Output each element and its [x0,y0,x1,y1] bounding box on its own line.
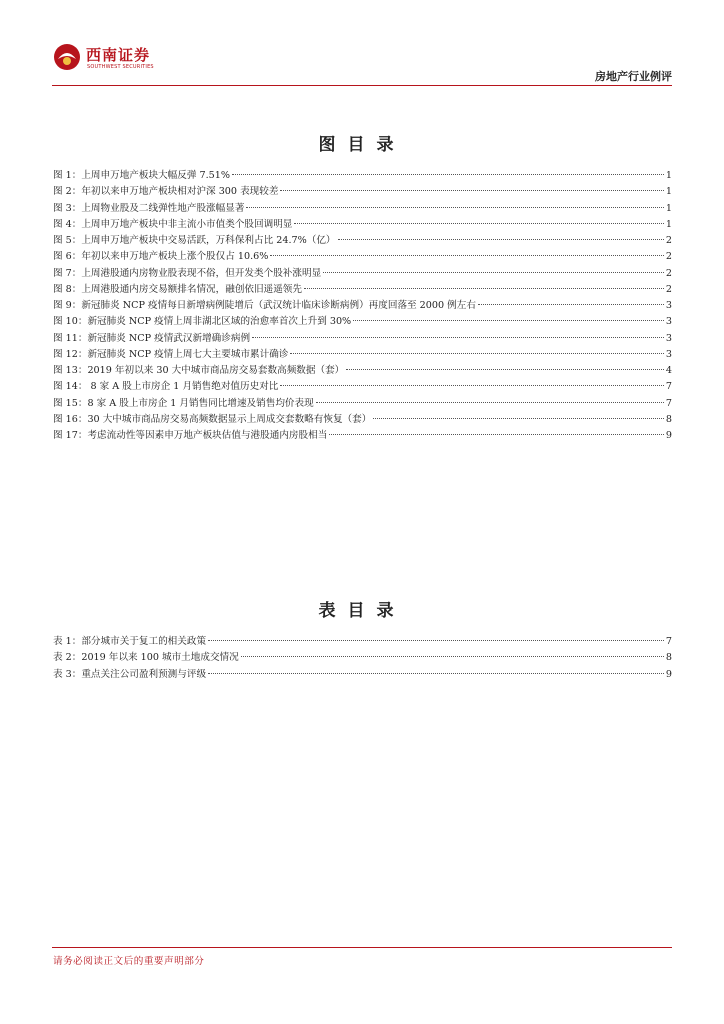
toc-entry[interactable] [53,314,672,330]
table-toc-title: 表目录 [318,601,406,621]
toc-entry[interactable] [53,379,672,395]
toc-entry-label: 图 16：30 大中城市商品房交易高频数据显示上周成交套数略有恢复（套） [53,413,372,425]
toc-entry-page: 4 [665,365,672,376]
toc-dot-leader [316,402,664,403]
toc-entry[interactable] [53,184,672,200]
toc-dot-leader [290,353,663,354]
logo-chinese-name: 西南证券 [86,46,151,64]
toc-dot-leader [478,304,664,305]
toc-entry-page: 1 [665,186,672,198]
toc-dot-leader [329,434,664,435]
toc-dot-leader [353,320,664,321]
toc-entry-page: 3 [665,300,672,311]
logo-emblem-icon [52,42,82,72]
toc-entry[interactable] [53,266,672,282]
toc-entry-page: 3 [665,348,672,360]
toc-entry[interactable] [53,298,672,314]
toc-entry[interactable] [53,667,672,683]
toc-entry-label: 表 3：重点关注公司盈利预测与评级 [53,668,207,680]
toc-dot-leader [208,673,664,674]
page-header [52,40,672,90]
toc-dot-leader [246,207,663,208]
toc-entry-label: 表 1：部分城市关于复工的相关政策 [53,636,207,647]
toc-entry-page: 7 [665,381,672,393]
toc-entry-page: 2 [665,251,672,263]
toc-entry-label: 图 5：上周申万地产板块中交易活跃，万科保利占比 24.7%（亿） [53,235,336,246]
toc-entry-page: 1 [665,202,672,214]
toc-entry-label: 图 2：年初以来申万地产板块相对沪深 300 表现较差 [53,186,279,198]
toc-dot-leader [241,656,664,657]
toc-entry[interactable] [53,412,672,428]
toc-dot-leader [280,385,664,386]
table-toc-list [53,634,672,683]
toc-entry-label: 图 12：新冠肺炎 NCP 疫情上周七大主要城市累计确诊 [53,348,289,360]
company-logo [52,40,182,80]
figure-toc-title: 图目录 [318,135,406,155]
toc-entry-label: 图 6：年初以来申万地产板块上涨个股仅占 10.6% [53,251,269,263]
toc-entry[interactable] [53,347,672,363]
report-type-label: 房地产行业例评 [595,70,672,83]
toc-dot-leader [208,640,664,641]
toc-entry-label: 图 7：上周港股通内房物业股表现不俗，但开发类个股补涨明显 [53,267,322,279]
toc-entry[interactable] [53,282,672,298]
toc-entry-label: 图 8：上周港股通内房交易额排名情况，融创依旧遥遥领先 [53,283,302,295]
toc-dot-leader [270,255,664,256]
toc-entry-page: 9 [665,430,672,441]
toc-entry-label: 图 11：新冠肺炎 NCP 疫情武汉新增确诊病例 [53,332,251,344]
toc-dot-leader [338,239,664,240]
toc-entry[interactable] [53,428,672,444]
toc-dot-leader [294,223,663,224]
toc-entry-page: 1 [665,218,672,230]
toc-entry-label: 图 14： 8 家 A 股上市房企 1 月销售绝对值历史对比 [53,381,279,393]
figure-toc-list [53,168,672,444]
toc-entry-label: 图 17：考虑流动性等因素申万地产板块估值与港股通内房股相当 [53,430,328,441]
toc-entry-label: 图 3：上周物业股及二线弹性地产股涨幅显著 [53,202,245,214]
toc-entry-page: 7 [665,397,672,409]
toc-dot-leader [373,418,664,419]
toc-entry-page: 2 [665,235,672,246]
toc-entry-page: 2 [665,283,672,295]
toc-entry[interactable] [53,168,672,184]
toc-entry[interactable] [53,249,672,265]
toc-entry[interactable] [53,331,672,347]
footer-disclaimer: 请务必阅读正文后的重要声明部分 [53,956,205,967]
logo-english-name: SOUTHWEST SECURITIES [87,64,154,70]
toc-entry-label: 图 9：新冠肺炎 NCP 疫情每日新增病例陡增后（武汉统计临床诊断病例）再度回落至 2000 例左右 [53,300,476,311]
toc-entry[interactable] [53,363,672,379]
toc-dot-leader [304,288,664,289]
toc-entry-label: 图 15：8 家 A 股上市房企 1 月销售同比增速及销售均价表现 [53,397,314,409]
toc-dot-leader [252,337,664,338]
toc-dot-leader [346,369,664,370]
toc-entry-page: 3 [665,332,672,344]
header-divider [52,85,672,86]
toc-dot-leader [232,174,664,175]
toc-entry[interactable] [53,396,672,412]
toc-entry-label: 图 1：上周申万地产板块大幅反弹 7.51% [53,170,230,181]
toc-entry-label: 图 4：上周申万地产板块中非主流小市值类个股回调明显 [53,218,293,230]
toc-entry-page: 9 [665,668,672,680]
toc-entry[interactable] [53,201,672,217]
toc-entry[interactable] [53,233,672,249]
toc-entry-label: 图 13：2019 年初以来 30 大中城市商品房交易套数高频数据（套） [53,365,345,376]
toc-entry-label: 图 10：新冠肺炎 NCP 疫情上周非湖北区域的治愈率首次上升到 30% [53,316,352,328]
toc-entry-page: 2 [665,267,672,279]
toc-entry-page: 8 [665,652,672,664]
toc-dot-leader [323,272,664,273]
toc-entry-page: 1 [665,170,672,181]
footer-divider [52,947,672,948]
toc-dot-leader [280,190,663,191]
toc-entry-label: 表 2：2019 年以来 100 城市土地成交情况 [53,652,239,664]
toc-entry-page: 3 [665,316,672,328]
toc-entry-page: 8 [665,413,672,425]
toc-entry[interactable] [53,634,672,650]
toc-entry[interactable] [53,217,672,233]
toc-entry[interactable] [53,650,672,666]
toc-entry-page: 7 [665,636,672,647]
